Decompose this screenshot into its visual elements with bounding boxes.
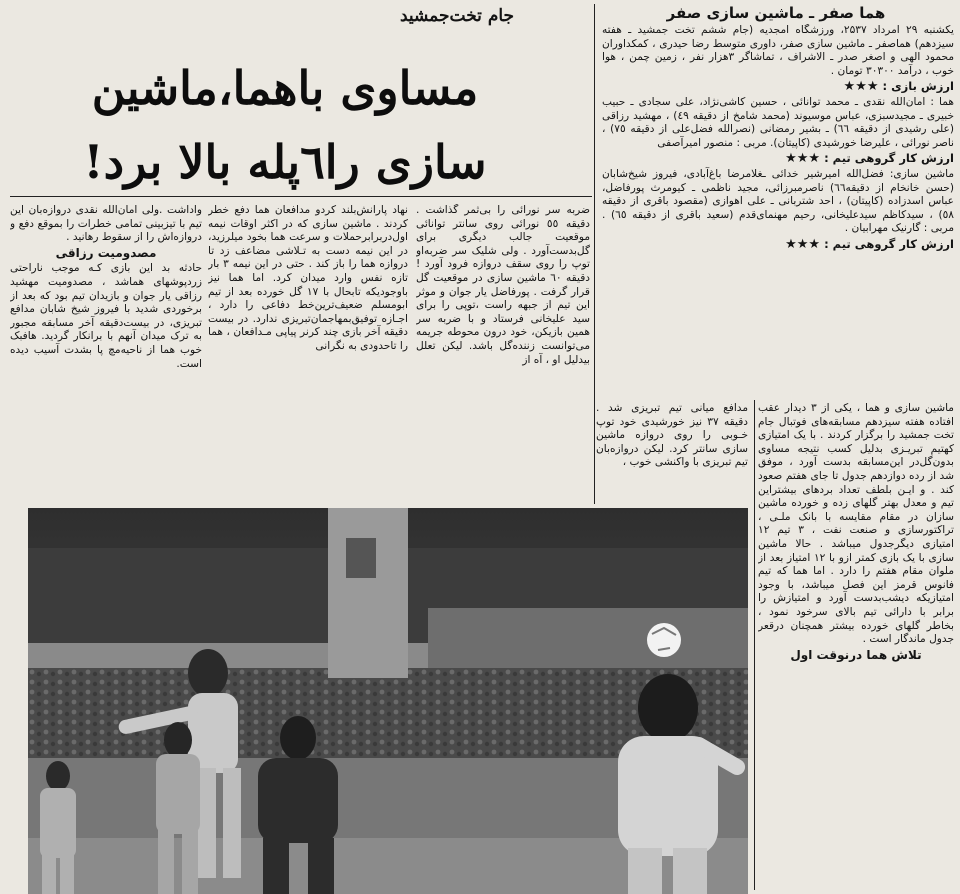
- team-rating-label: ارزش کار گروهی تیم :: [824, 151, 954, 166]
- match-info-column: [602, 24, 954, 398]
- match-title: هما صفر ـ ماشین سازی صفر: [666, 4, 886, 22]
- team-rating-homa: [602, 152, 954, 166]
- article-column-3: [10, 204, 202, 500]
- article-column-1: [416, 204, 590, 500]
- article-column-2: [208, 204, 408, 500]
- headline-line-2: سازی را٦پله بالا برد!: [83, 135, 487, 189]
- article-column-5: [758, 402, 954, 894]
- article-text: واداشت .ولی امان‌الله نقدی دروازه‌بان این تیم با تیزبینی تمامی خطرات را بموقع دفع و دروازه‌اش را از سقوط رهانید .: [10, 204, 202, 244]
- game-rating-label: ارزش بازی :: [882, 79, 954, 94]
- kicker: جام تخت‌جمشید: [399, 6, 515, 26]
- headline-line-1: مساوی باهما،ماشین: [91, 61, 479, 115]
- article-text: ماشین سازی و هما ، یکی از ٣ دیدار عقب افتاده هفته سیزدهم مسابقه‌های فوتبال جام تخت جمشید را برگزار کردند . با یک امتیازی کهتیم تبریـزی بدلیل کسب نتیجه مساوی بدون‌گل‌در این‌مسابقه بدست آورد ، موفق شد از رده دوازدهم جدول تا جای هفتم صعود کند . و ایـن بلطف تعداد بردهای بیشتراین تیم و معدل بهتر گلهای زده و خورده ماشین سازان در مقام مقایسه با بانک ملـی ، تراکتورسازی و صنعت نفت ، ٣ تیم ١٢ امتیازی دیگرجدول میباشد . حالا ماشین سازی با یک بازی کمتر ازو با ١٢ امتیاز بعد از ملوان مقام هفتم را دارد . اما هما که تیم فانوس قرمز این فصل میباشد، با وجود امتیازیکه دیشب‌بدست آورد و امتیازش را برابر با دارائی تیم بالای سرخود نمود ، بخاطر گلهای خورده بیشتر همچنان درقعر جدول ماندگار است .: [758, 402, 954, 646]
- homa-lineup: هما : امان‌الله نقدی ـ محمد توانائی ، حسین کاشی‌نژاد، علی سجادی ـ حبیب خبیری ـ مجیدسبزی، عباس موسیوند (محمد شامخ از دقیقه ٤٩) ، مهشید رزاقی (علی رشیدی از دقیقه ٦٦) ـ بشیر رمضانی (نصرالله فضل‌علی از دقیقه ٧٥) ، ناصر نورائی ، علیرضا خورشیدی (کاپیتان). مربی : منصور امیرآصفی: [602, 95, 954, 149]
- match-photo-illustration: [28, 508, 748, 894]
- article-column-4: [596, 402, 748, 506]
- article-text: ضربه سر نورائی را بی‌ثمر گذاشت . دقیقه ٥٥ نورائی روی سانتر توانائی موقعیت جالب دیگری برای گل‌بدست‌آورد . ولی شلیک سر ضربه‌او توپ را روی سقف دروازه فرود آورد ! دقیقه ٦٠ ماشین سازی در موقعیت گل قرار گرفت . پورفاضل یار جوان و موثر این تیم از جبهه راست ،توپی را برای سید علیخانی فرستاد و با ضربه سر همین بازیکن، خود درون محوطه جریمه می‌توانست زننده‌گل باشد. لیکن تعلل بیدلیل او ، آه از: [416, 204, 590, 366]
- star-icon: ★★★: [785, 236, 821, 252]
- column-rule: [594, 4, 595, 504]
- column-rule: [754, 400, 755, 890]
- match-info: یکشنبه ۲۹ امرداد ۲۵۳۷، ورزشگاه امجدیه (جام ششم تخت جمشید ـ هفته سیزدهم) هماصفر ـ ماشین سازی صفر، داوری متوسط رضا حیدری ، کمکداوران محمود الهی و اصغر صدر ـ الاشراف ، تماشاگر ۳هزار نفر ، زمین چمن ، هوا خوب ، درآمد ۳۰۳۰۰ تومان .: [602, 24, 954, 77]
- match-photo: [28, 508, 748, 894]
- team-rating-label: ارزش کار گروهی تیم :: [824, 236, 954, 251]
- team-rating-mashin: [602, 238, 954, 252]
- game-rating: [602, 80, 954, 94]
- article-text: نهاد پارانش‌بلند کردو مدافعان هما دفع خطر کردند . ماشین سازی که در اکثر اوقات نیمه اول‌دربرابرحملات و سرعت هما بخود میلرزید، در این نیمه دست به تـلاشی مضاعف زد تا دروازه هما را باز کند . حتی در این نیمه ۳ بار تازه نفس وارد میدان کرد. اما هما نیز باوجودیکه تابحال با ١٧ گل خورده بعد از تیم ابومسلم ضعیف‌ترین‌خط دفاعی را دارد ، اجـازه توفیق‌بمهاجمان‌تبریزی ندارد. در بیست دقیقه آخر بازی چند کرنر پیاپی مـدافعان ، هما را تاحدودی به نگرانی: [208, 204, 408, 352]
- star-icon: ★★★: [843, 79, 879, 95]
- headline-rule: [10, 196, 592, 197]
- subhead-first-half: تلاش هما درنوقت اول: [790, 647, 922, 662]
- subhead-injury: مصدومیت رزاقی: [55, 245, 157, 260]
- mashin-lineup: ماشین سازی: فضل‌الله امیرشیر خدائی ـغلامرضا باغ‌آبادی، فیروز شیخ‌شابان (حسن خانخام از دقیقه٦٦) ناصرمبرزائی، مجید ناظمی ـ کیومرث پورفاضل، عباس اسدزاده (کاپیتان) ، احد شتربانی ـ علی اهوازی (مقصود باقری از دقیقه ٥٨) ، سیدکاظم سیدعلیخانی، رحیم مهنمای‌قدم (سعید باقری از دقیقه ٦٥) . مربی : گارنیک مهرابیان .: [602, 167, 954, 235]
- article-text: مدافع میانی تیم تبریزی شد . دقیقه ٣٧ نیز خورشیدی خود توپ خـوبی را روی دروازه ماشین سازی سانتر کرد. لیکن دروازه‌بان تیم تبریزی با واکنشی خوب ،: [596, 402, 748, 469]
- star-icon: ★★★: [785, 151, 821, 167]
- article-text: حادثه بد این بازی کـه موجب ناراحتی زردپوشهای هماشد ، مصدومیت مهشید رزاقی یار جوان و بازیدان تیم بود که بعد از برخوردی شدید با فیروز شیخ شابان مدافع تبریزی، در بیست‌دقیقه آخر مسابقه مجبور به ترک میدان آنهم با برانکار گردید. هافبک خوب هما از ناحیه‌مچ پا بشدت آسیب دیده است.: [10, 262, 202, 370]
